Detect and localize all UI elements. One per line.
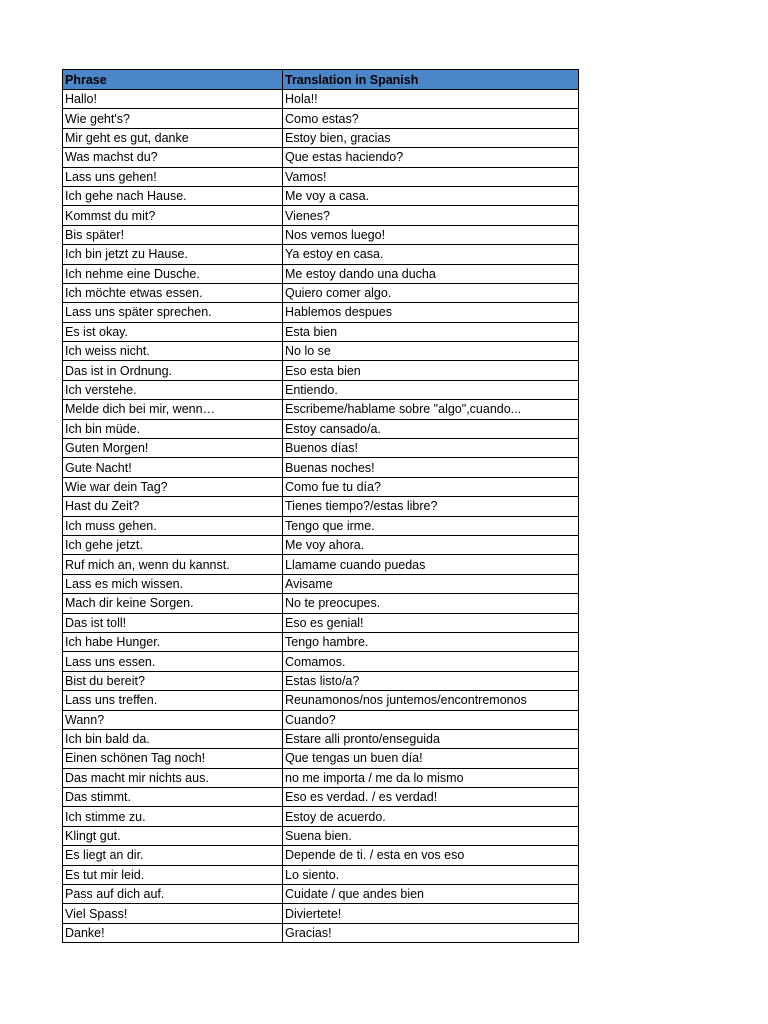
table-row — [63, 167, 579, 186]
phrase-cell: Wie war dein Tag? — [63, 477, 283, 496]
table-row — [63, 283, 579, 302]
translation-cell: Lo siento. — [283, 865, 579, 884]
table-row — [63, 128, 579, 147]
translation-cell: Ya estoy en casa. — [283, 245, 579, 264]
phrase-cell: Ich habe Hunger. — [63, 632, 283, 651]
table-row — [63, 671, 579, 690]
phrase-cell: Ich möchte etwas essen. — [63, 283, 283, 302]
table-row — [63, 923, 579, 942]
phrase-cell: Ich stimme zu. — [63, 807, 283, 826]
translation-cell: Tengo que irme. — [283, 516, 579, 535]
phrase-cell: Ich muss gehen. — [63, 516, 283, 535]
translation-cell: Como fue tu día? — [283, 477, 579, 496]
table-row — [63, 400, 579, 419]
table-row — [63, 245, 579, 264]
phrase-cell: Wann? — [63, 710, 283, 729]
phrase-sheet — [62, 69, 578, 943]
translation-cell: Escribeme/hablame sobre "algo",cuando... — [283, 400, 579, 419]
table-row — [63, 419, 579, 438]
phrase-cell: Guten Morgen! — [63, 439, 283, 458]
table-row — [63, 691, 579, 710]
phrase-cell: Lass uns treffen. — [63, 691, 283, 710]
table-row — [63, 594, 579, 613]
phrase-cell: Lass uns gehen! — [63, 167, 283, 186]
phrase-cell: Klingt gut. — [63, 826, 283, 845]
table-row — [63, 148, 579, 167]
table-row — [63, 361, 579, 380]
phrase-cell: Lass es mich wissen. — [63, 574, 283, 593]
translation-cell: Eso es genial! — [283, 613, 579, 632]
table-row — [63, 380, 579, 399]
translation-cell: Hablemos despues — [283, 303, 579, 322]
phrase-cell: Ich gehe jetzt. — [63, 535, 283, 554]
translation-cell: Diviertete! — [283, 904, 579, 923]
phrase-cell: Das macht mir nichts aus. — [63, 768, 283, 787]
phrase-cell: Mir geht es gut, danke — [63, 128, 283, 147]
phrase-cell: Pass auf dich auf. — [63, 885, 283, 904]
translation-cell: Estoy cansado/a. — [283, 419, 579, 438]
translation-cell: Estoy de acuerdo. — [283, 807, 579, 826]
translation-cell: Como estas? — [283, 109, 579, 128]
table-row — [63, 109, 579, 128]
translation-cell: Esta bien — [283, 322, 579, 341]
table-row — [63, 497, 579, 516]
phrase-cell: Wie geht's? — [63, 109, 283, 128]
table-row — [63, 303, 579, 322]
translation-cell: Vamos! — [283, 167, 579, 186]
translation-cell: Eso es verdad. / es verdad! — [283, 788, 579, 807]
table-row — [63, 439, 579, 458]
phrase-cell: Ich gehe nach Hause. — [63, 186, 283, 205]
table-row — [63, 206, 579, 225]
phrase-cell: Danke! — [63, 923, 283, 942]
phrase-cell: Ich bin jetzt zu Hause. — [63, 245, 283, 264]
translation-cell: Que tengas un buen día! — [283, 749, 579, 768]
phrase-cell: Viel Spass! — [63, 904, 283, 923]
table-row — [63, 885, 579, 904]
translation-cell: No te preocupes. — [283, 594, 579, 613]
table-row — [63, 846, 579, 865]
translation-cell: Comamos. — [283, 652, 579, 671]
phrase-cell: Ruf mich an, wenn du kannst. — [63, 555, 283, 574]
translation-cell: Gracias! — [283, 923, 579, 942]
table-row — [63, 749, 579, 768]
translation-cell: Buenas noches! — [283, 458, 579, 477]
phrase-cell: Es ist okay. — [63, 322, 283, 341]
phrase-cell: Kommst du mit? — [63, 206, 283, 225]
translation-cell: Buenos días! — [283, 439, 579, 458]
phrase-table — [62, 69, 579, 943]
table-row — [63, 477, 579, 496]
translation-cell: no me importa / me da lo mismo — [283, 768, 579, 787]
table-row — [63, 788, 579, 807]
translation-cell: Me voy ahora. — [283, 535, 579, 554]
phrase-cell: Lass uns essen. — [63, 652, 283, 671]
phrase-cell: Hallo! — [63, 90, 283, 109]
table-row — [63, 613, 579, 632]
table-row — [63, 826, 579, 845]
table-row — [63, 186, 579, 205]
translation-cell: Depende de ti. / esta en vos eso — [283, 846, 579, 865]
header-translation: Translation in Spanish — [283, 70, 579, 90]
translation-cell: Estoy bien, gracias — [283, 128, 579, 147]
table-row — [63, 574, 579, 593]
phrase-cell: Ich weiss nicht. — [63, 342, 283, 361]
phrase-cell: Ich bin bald da. — [63, 729, 283, 748]
table-row — [63, 225, 579, 244]
phrase-cell: Hast du Zeit? — [63, 497, 283, 516]
phrase-cell: Was machst du? — [63, 148, 283, 167]
phrase-cell: Mach dir keine Sorgen. — [63, 594, 283, 613]
translation-cell: Me voy a casa. — [283, 186, 579, 205]
translation-cell: Que estas haciendo? — [283, 148, 579, 167]
translation-cell: Avisame — [283, 574, 579, 593]
table-row — [63, 555, 579, 574]
translation-cell: Entiendo. — [283, 380, 579, 399]
phrase-cell: Ich bin müde. — [63, 419, 283, 438]
translation-cell: Me estoy dando una ducha — [283, 264, 579, 283]
table-row — [63, 710, 579, 729]
translation-cell: Vienes? — [283, 206, 579, 225]
table-row — [63, 264, 579, 283]
translation-cell: Eso esta bien — [283, 361, 579, 380]
translation-cell: Nos vemos luego! — [283, 225, 579, 244]
translation-cell: Estas listo/a? — [283, 671, 579, 690]
table-row — [63, 535, 579, 554]
translation-cell: Llamame cuando puedas — [283, 555, 579, 574]
phrase-cell: Das stimmt. — [63, 788, 283, 807]
table-row — [63, 632, 579, 651]
phrase-cell: Bis später! — [63, 225, 283, 244]
translation-cell: Suena bien. — [283, 826, 579, 845]
table-row — [63, 90, 579, 109]
phrase-cell: Lass uns später sprechen. — [63, 303, 283, 322]
table-body — [63, 90, 579, 943]
header-row — [63, 70, 579, 90]
table-row — [63, 322, 579, 341]
phrase-cell: Ich verstehe. — [63, 380, 283, 399]
translation-cell: Tengo hambre. — [283, 632, 579, 651]
table-row — [63, 865, 579, 884]
phrase-cell: Das ist in Ordnung. — [63, 361, 283, 380]
translation-cell: Cuando? — [283, 710, 579, 729]
translation-cell: Hola!! — [283, 90, 579, 109]
phrase-cell: Bist du bereit? — [63, 671, 283, 690]
table-row — [63, 729, 579, 748]
translation-cell: No lo se — [283, 342, 579, 361]
phrase-cell: Gute Nacht! — [63, 458, 283, 477]
phrase-cell: Das ist toll! — [63, 613, 283, 632]
translation-cell: Tienes tiempo?/estas libre? — [283, 497, 579, 516]
table-row — [63, 807, 579, 826]
translation-cell: Reunamonos/nos juntemos/encontremonos — [283, 691, 579, 710]
phrase-cell: Einen schönen Tag noch! — [63, 749, 283, 768]
header-phrase: Phrase — [63, 70, 283, 90]
table-row — [63, 652, 579, 671]
phrase-cell: Melde dich bei mir, wenn… — [63, 400, 283, 419]
translation-cell: Cuidate / que andes bien — [283, 885, 579, 904]
translation-cell: Estare alli pronto/enseguida — [283, 729, 579, 748]
phrase-cell: Ich nehme eine Dusche. — [63, 264, 283, 283]
table-row — [63, 904, 579, 923]
table-row — [63, 516, 579, 535]
translation-cell: Quiero comer algo. — [283, 283, 579, 302]
table-header — [63, 70, 579, 90]
table-row — [63, 768, 579, 787]
phrase-cell: Es liegt an dir. — [63, 846, 283, 865]
phrase-cell: Es tut mir leid. — [63, 865, 283, 884]
table-row — [63, 342, 579, 361]
table-row — [63, 458, 579, 477]
